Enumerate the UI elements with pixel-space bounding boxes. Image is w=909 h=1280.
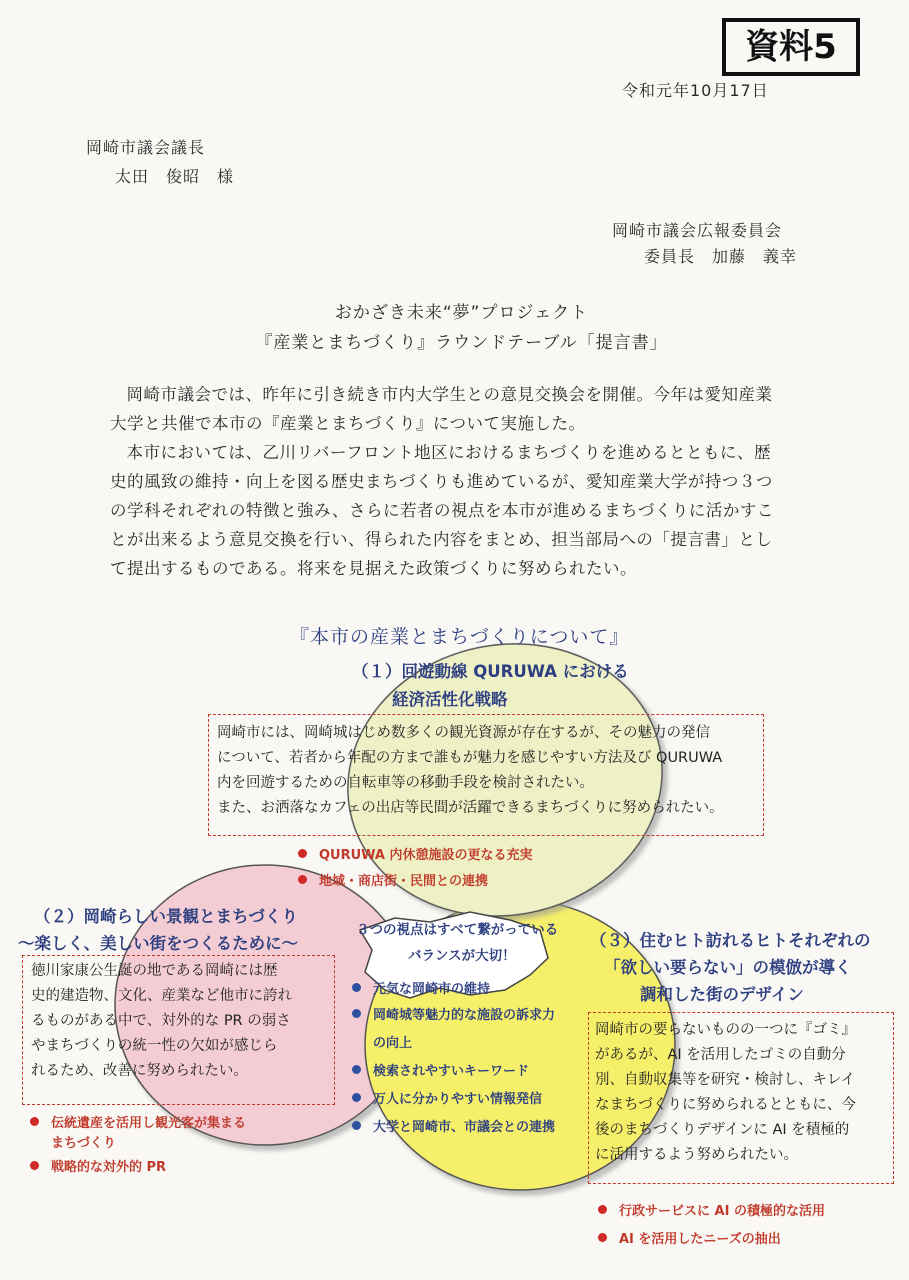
recipient-title: 岡崎市議会議長 xyxy=(86,138,206,157)
bullet-dot xyxy=(298,849,307,858)
bullet-dot xyxy=(598,1233,607,1242)
center-bullet-4-text: 万人に分かりやすい情報発信 xyxy=(373,1092,543,1107)
center-bullet-2-text: 岡崎城等魅力的な施設の訴求力 xyxy=(373,1008,556,1023)
s1-box-line: 内を回遊するための自転車等の移動手段を検討されたい。 xyxy=(217,775,594,791)
s2-bullet-2-text: 戦略的な対外的 PR xyxy=(51,1160,167,1175)
s1-box-line: について、若者から年配の方まで誰もが魅力を感じやすい方法及び QURUWA xyxy=(217,750,723,766)
sender-name: 委員長 加藤 義幸 xyxy=(644,247,798,266)
s2-proposal-box xyxy=(22,955,335,1105)
center-bullet-4 xyxy=(352,1088,542,1107)
center-heading-2: バランスが大切！ xyxy=(408,948,516,964)
s3-bullet-1 xyxy=(598,1200,825,1219)
center-bullet-2 xyxy=(352,1004,555,1023)
bullet-dot xyxy=(30,1117,39,1126)
bullet-dot xyxy=(352,1093,361,1102)
s3-heading-2: 「欲しい要らない」の模倣が導く xyxy=(604,958,852,977)
center-bullet-5-text: 大学と岡崎市、市議会との連携 xyxy=(373,1120,556,1135)
s3-box-line: に活用するよう努められたい。 xyxy=(595,1147,798,1163)
s3-box-line: があるが、AI を活用したゴミの自動分 xyxy=(595,1047,846,1063)
s2-bullet-2 xyxy=(30,1156,166,1175)
center-bullet-2-cont xyxy=(373,1032,412,1051)
body-line: とが出来るよう意見交換を行い、得られた内容をまとめ、担当部局への「提言書」とし xyxy=(110,530,773,549)
date: 令和元年10月17日 xyxy=(622,81,769,100)
s1-bullet-1-text: QURUWA 内休憩施設の更なる充実 xyxy=(319,848,533,863)
s3-box-line: なまちづくりに努められるとともに、今 xyxy=(595,1097,856,1113)
title-line-1: おかざき未来“夢”プロジェクト xyxy=(334,303,589,323)
body-line: て提出するものである。将来を見据えた政策づくりに努められたい。 xyxy=(110,559,637,578)
bullet-dot xyxy=(352,1009,361,1018)
s1-box-line: また、お洒落なカフェの出店等民間が活躍できるまちづくりに努められたい。 xyxy=(217,800,724,816)
s1-bullet-2-text: 地域・商店街・民間との連携 xyxy=(319,874,489,889)
bullet-dot xyxy=(352,1121,361,1130)
body-line: 本市においては、乙川リバーフロント地区におけるまちづくりを進めるとともに、歴 xyxy=(126,443,772,462)
center-bullet-3 xyxy=(352,1060,529,1079)
s1-heading-2: 経済活性化戦略 xyxy=(392,690,508,709)
s1-bullet-1 xyxy=(298,844,533,863)
s3-box-line: 別、自動収集等を研究・検討し、キレイ xyxy=(595,1072,856,1088)
body-line: の学科それぞれの特徴と強み、さらに若者の視点を本市が進めるまちづくりに活かすこ xyxy=(110,501,774,520)
bullet-dot xyxy=(30,1161,39,1170)
center-bullet-5 xyxy=(352,1116,555,1135)
bullet-dot xyxy=(352,983,361,992)
center-bullet-1-text: 元気な岡崎市の維持 xyxy=(373,982,491,997)
s1-bullet-2 xyxy=(298,870,488,889)
s3-bullet-2-text: AI を活用したニーズの抽出 xyxy=(619,1232,781,1247)
s1-proposal-box xyxy=(208,714,764,836)
bullet-dot xyxy=(598,1205,607,1214)
s3-bullet-1-text: 行政サービスに AI の積極的な活用 xyxy=(619,1204,825,1219)
section-title: 『本市の産業とまちづくりについて』 xyxy=(290,626,630,648)
s2-box-line: やまちづくりの統一性の欠如が感じら xyxy=(31,1038,278,1054)
s3-proposal-box xyxy=(588,1012,894,1184)
s2-box-line: れるため、改善に努められたい。 xyxy=(31,1063,248,1079)
s3-box-line: 後のまちづくりデザインに AI を積極的 xyxy=(595,1122,850,1138)
s2-bullet-1-text: 伝統遺産を活用し観光客が集まる xyxy=(51,1116,247,1131)
bullet-dot xyxy=(352,1065,361,1074)
s2-box-line: るものがある中で、対外的な PR の弱さ xyxy=(31,1013,291,1029)
s2-bullet-1-cont xyxy=(51,1132,116,1151)
sender-org: 岡崎市議会広報委員会 xyxy=(612,221,783,240)
s2-box-line: 史的建造物、文化、産業など他市に誇れ xyxy=(31,988,292,1004)
s2-bullet-1-text-cont: まちづくり xyxy=(51,1136,116,1151)
s3-heading-1: （３）住むヒト訪れるヒトそれぞれの xyxy=(590,931,871,950)
body-line: 岡崎市議会では、昨年に引き続き市内大学生との意見交換会を開催。今年は愛知産業 xyxy=(126,385,773,404)
s2-heading-2: ～楽しく、美しい街をつくるために～ xyxy=(18,934,299,953)
body-line: 史的風致の維持・向上を図る歴史まちづくりも進めているが、愛知産業大学が持つ３つ xyxy=(110,472,773,491)
center-bullet-2-text-cont: の向上 xyxy=(373,1036,413,1051)
s3-bullet-2 xyxy=(598,1228,781,1247)
s3-heading-3: 調和した街のデザイン xyxy=(640,985,804,1004)
title-line-2: 『産業とまちづくり』ラウンドテーブル「提言書」 xyxy=(255,333,668,353)
body-line: 大学と共催で本市の『産業とまちづくり』について実施した。 xyxy=(110,414,586,433)
document-label: 資料5 xyxy=(722,18,860,76)
bullet-dot xyxy=(298,875,307,884)
center-bullet-1 xyxy=(352,978,490,997)
center-bullet-3-text: 検索されやすいキーワード xyxy=(373,1064,530,1079)
s3-box-line: 岡崎市の要らないものの一つに『ゴミ』 xyxy=(595,1022,856,1038)
s2-box-line: 徳川家康公生誕の地である岡崎には歴 xyxy=(31,963,278,979)
s1-heading-1: （１）回遊動線 QURUWA における xyxy=(352,662,629,681)
recipient-name: 太田 俊昭 様 xyxy=(115,167,235,186)
s2-heading-1: （２）岡崎らしい景観とまちづくり xyxy=(34,907,298,926)
center-heading-1: ３つの視点はすべて繋がっている xyxy=(356,922,559,938)
s2-bullet-1 xyxy=(30,1112,246,1131)
s1-box-line: 岡崎市には、岡崎城はじめ数多くの観光資源が存在するが、その魅力の発信 xyxy=(217,725,710,741)
